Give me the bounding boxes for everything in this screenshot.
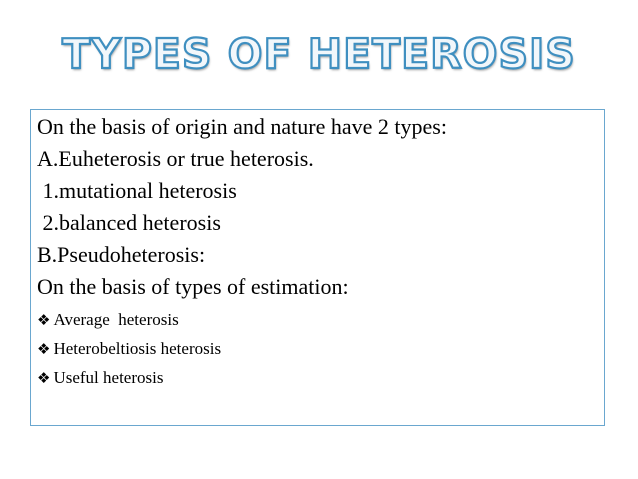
diamond-bullet-icon: ❖ (37, 311, 51, 329)
bullet-item (37, 310, 179, 330)
balanced-heterosis-line: 2.balanced heterosis (37, 210, 221, 235)
bullet-text: Heterobeltiosis heterosis (53, 339, 222, 358)
bullet-text: Useful heterosis (53, 368, 164, 387)
mutational-heterosis-line: 1.mutational heterosis (37, 178, 237, 203)
basis-estimation-line: On the basis of types of estimation: (37, 274, 349, 299)
content-box (30, 109, 605, 426)
bullet-item (37, 339, 221, 359)
bullet-item (37, 368, 163, 388)
euheterosis-line: A.Euheterosis or true heterosis. (37, 146, 314, 171)
pseudoheterosis-line: B.Pseudoheterosis: (37, 242, 206, 267)
diamond-bullet-icon: ❖ (37, 369, 51, 387)
bullet-text: Average heterosis (53, 310, 179, 329)
diamond-bullet-icon: ❖ (37, 340, 51, 358)
slide-title: TYPES OF HETEROSIS (62, 30, 576, 78)
basis-origin-line: On the basis of origin and nature have 2 types: (37, 114, 447, 139)
